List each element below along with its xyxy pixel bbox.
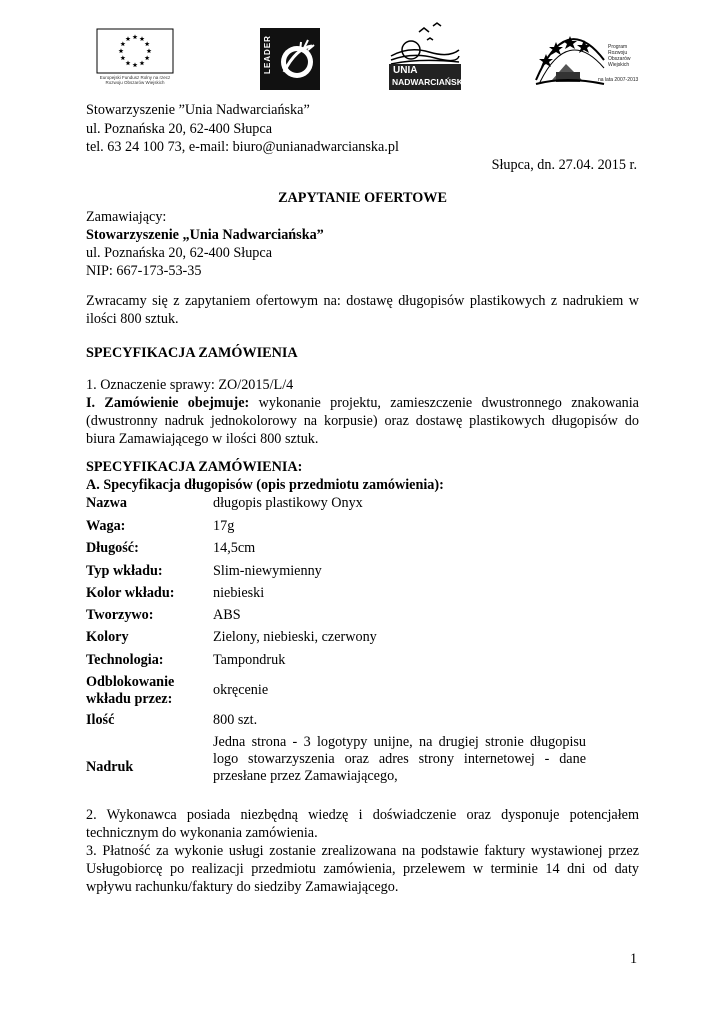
buyer-address: ul. Poznańska 20, 62-400 Słupca: [86, 245, 272, 261]
scope-label: I. Zamówienie obejmuje:: [86, 395, 250, 411]
spec-row-colors: [86, 629, 586, 651]
spec-key: Odblokowanie wkładu przez:: [86, 674, 175, 707]
scope-text: wykonanie projektu, zamieszczenie dwustronnego znakowania (dwustronny nadruk jednokolorowy na korpusie) oraz dostawę plastikowych długopisów do biura Zamawiającego w ilości 800 sztuk.: [86, 395, 639, 447]
unia-line2: NADWARCIAŃSKA: [392, 77, 469, 87]
spec-value: 17g: [213, 518, 235, 534]
spec-value: długopis plastikowy Onyx: [213, 495, 363, 511]
spec-value: ABS: [213, 607, 241, 623]
spec-row-unlock: [86, 674, 586, 712]
prow-text: Program Rozwoju Obszarów Wiejskich: [608, 44, 631, 68]
spec-key: Kolory: [86, 629, 129, 645]
spec-row-length: [86, 540, 586, 562]
leader-logo: [260, 28, 320, 90]
spec-key: Długość:: [86, 540, 139, 556]
spec-row-name: [86, 495, 586, 517]
spec-key: Typ wkładu:: [86, 563, 163, 579]
buyer-label: Zamawiający:: [86, 209, 167, 225]
sender-address: ul. Poznańska 20, 62-400 Słupca: [86, 121, 272, 137]
spec-key: Waga:: [86, 518, 126, 534]
unia-nadwarcianska-logo: [389, 22, 469, 90]
sender-org: Stowarzyszenie ”Unia Nadwarciańska”: [86, 102, 310, 118]
spec-key: Technologia:: [86, 652, 164, 668]
spec-row-refill-color: [86, 585, 586, 607]
sender-contact: tel. 63 24 100 73, e-mail: biuro@unianadwarcianska.pl: [86, 139, 399, 155]
prow-logo: [526, 20, 638, 92]
case-number: 1. Oznaczenie sprawy: ZO/2015/L/4: [86, 377, 294, 393]
spec-heading-2: SPECYFIKACJA ZAMÓWIENIA:: [86, 459, 303, 475]
letter-date: Słupca, dn. 27.04. 2015 r.: [491, 157, 637, 173]
spec-key: Kolor wkładu:: [86, 585, 175, 601]
spec-row-refill-type: [86, 563, 586, 585]
spec-heading: SPECYFIKACJA ZAMÓWIENIA: [86, 345, 298, 361]
intro-paragraph: Zwracamy się z zapytaniem ofertowym na: dostawę długopisów plastikowych z nadrukiem w ilości 800 sztuk.: [86, 293, 639, 327]
spec-key: Tworzywo:: [86, 607, 154, 623]
scope-paragraph: [86, 394, 639, 448]
leader-text: LEADER: [262, 35, 272, 74]
eu-caption: Europejski Fundusz Rolny na rzecz Rozwoju Obszarów Wiejskich: [99, 75, 171, 85]
spec-value: 800 szt.: [213, 712, 258, 728]
spec-value: okręcenie: [213, 682, 269, 698]
spec-row-technology: [86, 652, 586, 674]
spec-value: niebieski: [213, 585, 265, 601]
eu-flag-logo: [96, 28, 174, 90]
spec-key: Ilość: [86, 712, 115, 728]
buyer-nip: NIP: 667-173-53-35: [86, 263, 202, 279]
spec-subheading: A. Specyfikacja długopisów (opis przedmiotu zamówienia):: [86, 477, 444, 493]
spec-row-material: [86, 607, 586, 629]
point-3: 3. Płatność za wykonie usługi zostanie zrealizowana na podstawie faktury wystawionej przez Usługobiorcę po realizacji przedmiotu zamówienia, przelewem w terminie 14 dni od daty wpływu rachunku/faktury do siedziby Zamawiającego.: [86, 843, 639, 895]
spec-value: Tampondruk: [213, 652, 286, 668]
buyer-name: Stowarzyszenie „Unia Nadwarciańska”: [86, 227, 324, 243]
page-number: 1: [630, 951, 638, 967]
spec-row-print: [86, 734, 586, 790]
spec-value: Slim-niewymienny: [213, 563, 322, 579]
prow-years: na lata 2007-2013: [598, 77, 639, 83]
document-title: ZAPYTANIE OFERTOWE: [278, 190, 447, 206]
spec-value: Jedna strona - 3 logotypy unijne, na drugiej stronie długopisu logo stowarzyszenia oraz adres strony internetowej - dane przesłane przez Zamawiającego,: [213, 734, 586, 784]
spec-value: 14,5cm: [213, 540, 256, 556]
spec-row-quantity: [86, 712, 586, 734]
unia-line1: UNIA: [393, 65, 418, 76]
spec-key: Nazwa: [86, 495, 127, 511]
spec-row-weight: [86, 518, 586, 540]
point-2: 2. Wykonawca posiada niezbędną wiedzę i doświadczenie oraz dysponuje potencjałem technicznym do wykonania zamówienia.: [86, 807, 639, 841]
spec-key: Nadruk: [86, 759, 134, 775]
spec-value: Zielony, niebieski, czerwony: [213, 629, 377, 645]
